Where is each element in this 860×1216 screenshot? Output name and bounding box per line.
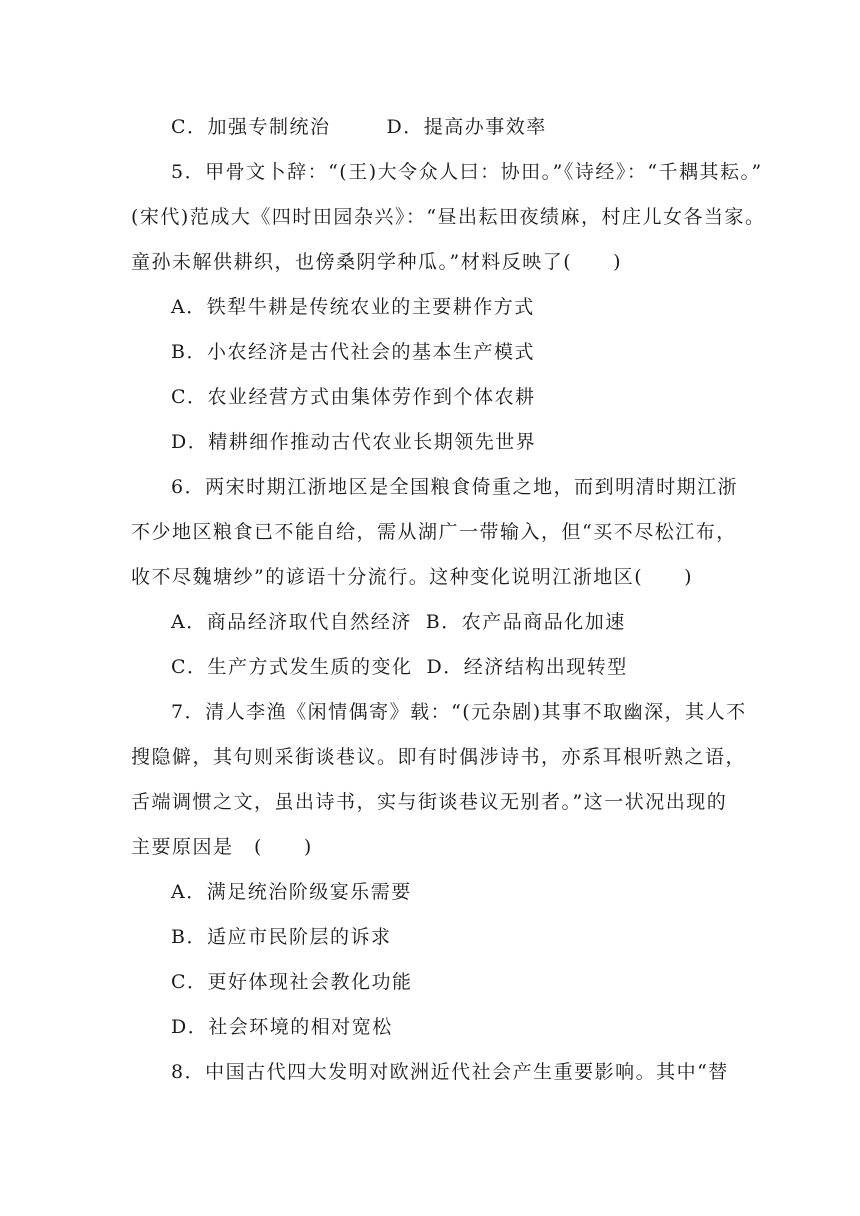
q7-stem-line-1: 7．清人李渔《闲情偶寄》载：“(元杂剧)其事不取幽深，其人不 (171, 701, 747, 723)
q7-option-c: C．更好体现社会教化功能 (171, 971, 413, 993)
q6-stem-line-3: 收不尽魏塘纱”的谚语十分流行。这种变化说明江浙地区( ) (131, 566, 694, 588)
q6-options-ab (171, 610, 626, 634)
q5-stem-line-1: 5．甲骨文卜辞：“(王)大令众人曰：协田。”《诗经》：“千耦其耘。” (171, 161, 763, 183)
q7-option-d: D．社会环境的相对宽松 (171, 1016, 393, 1038)
q5-option-d: D．精耕细作推动古代农业长期领先世界 (171, 431, 537, 453)
q7-stem-line-2: 搜隐僻，其句则采街谈巷议。即有时偶涉诗书，亦系耳根听熟之语， (131, 746, 747, 768)
q4-option-d: D．提高办事效率 (386, 116, 547, 138)
q5-stem-line-2: (宋代)范成大《四时田园杂兴》：“昼出耘田夜绩麻，村庄儿女各当家。 (131, 206, 766, 228)
q7-stem-line-4: 主要原因是 ( ) (131, 836, 313, 858)
q5-stem-line-3: 童孙未解供耕织，也傍桑阴学种瓜。”材料反映了( ) (131, 251, 623, 273)
q6-option-d: D．经济结构出现转型 (426, 656, 628, 678)
q6-option-c: C．生产方式发生质的变化 (171, 656, 413, 678)
q6-option-a: A．商品经济取代自然经济 (171, 611, 412, 633)
q8-stem-line-1: 8．中国古代四大发明对欧洲近代社会产生重要影响。其中“替 (171, 1061, 729, 1083)
q7-option-b: B．适应市民阶层的诉求 (171, 926, 392, 948)
q5-option-b: B．小农经济是古代社会的基本生产模式 (171, 341, 535, 363)
q5-option-a: A．铁犁牛耕是传统农业的主要耕作方式 (171, 296, 535, 318)
q6-options-cd (171, 655, 628, 679)
q4-option-c: C．加强专制统治 (171, 116, 331, 138)
q6-option-b: B．农产品商品化加速 (425, 611, 626, 633)
q4-options-cd (171, 115, 547, 139)
q7-stem-line-3: 舌端调惯之文，虽出诗书，实与街谈巷议无别者。”这一状况出现的 (131, 791, 728, 813)
q7-option-a: A．满足统治阶级宴乐需要 (171, 881, 412, 903)
q6-stem-line-1: 6．两宋时期江浙地区是全国粮食倚重之地，而到明清时期江浙 (171, 476, 739, 498)
q5-option-c: C．农业经营方式由集体劳作到个体农耕 (171, 386, 536, 408)
q6-stem-line-2: 不少地区粮食已不能自给，需从湖广一带输入，但“买不尽松江布， (131, 521, 737, 543)
